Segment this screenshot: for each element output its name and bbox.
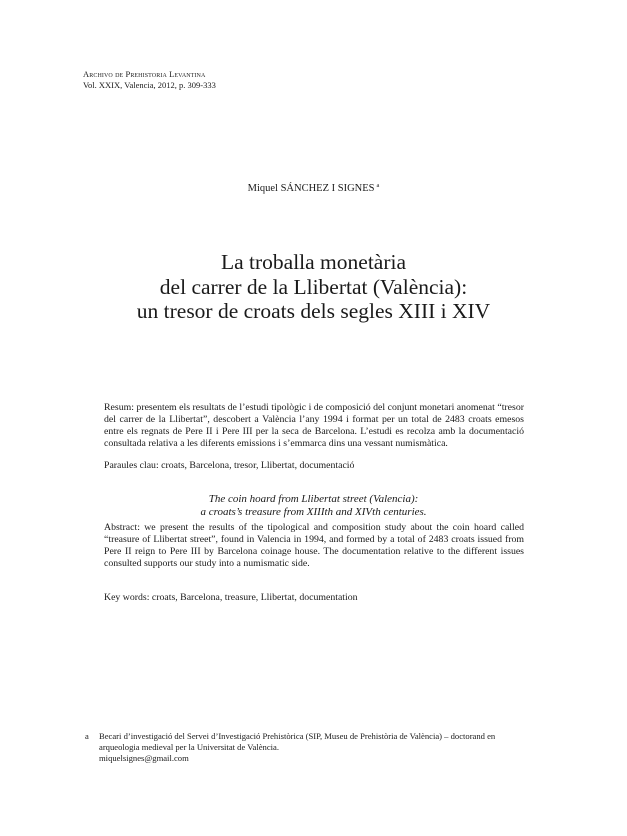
footnote (85, 731, 530, 764)
article-title (0, 250, 627, 324)
author-name: Miquel SÁNCHEZ I SIGNES (247, 183, 375, 194)
english-title-line-2: a croats’s treasure from XIIIth and XIVth centuries. (200, 506, 427, 518)
journal-name: Archivo de Prehistoria Levantina (83, 69, 206, 79)
volume-line: Vol. XXIX, Valencia, 2012, p. 309-333 (83, 80, 216, 90)
title-line-2: del carrer de la Llibertat (València): (159, 274, 468, 299)
author-note-mark: a (376, 182, 380, 189)
paraules-clau: Paraules clau: croats, Barcelona, tresor, Llibertat, documentació (104, 460, 355, 471)
author-line (0, 182, 627, 194)
english-title-line-1: The coin hoard from Llibertat street (Valencia): (208, 493, 419, 505)
title-line-1: La troballa monetària (220, 250, 407, 274)
key-words: Key words: croats, Barcelona, treasure, Llibertat, documentation (104, 592, 358, 603)
journal-header (83, 69, 216, 91)
footnote-mark: a (85, 731, 89, 741)
footnote-email: miquelsignes@gmail.com (99, 753, 189, 763)
footnote-text: Becari d’investigació del Servei d’Investigació Prehistòrica (SIP, Museu de Prehistòria de València) – doctorand en arqueologia medieval per la Universitat de València. (99, 731, 496, 752)
resum-paragraph: Resum: presentem els resultats de l’estudi tipològic i de composició del conjunt monetari anomenat “tresor del carrer de la Llibertat”, descobert a València l’any 1994 i format per un total de 2483 croats emesos entre els regnats de Pere II i Pere III per la seca de Barcelona. L’estudi es recolza amb la documentació consultada relativa a les diferents emissions i s’emmarca dins una vessant numismàtica. (104, 402, 524, 449)
abstract-paragraph: Abstract: we present the results of the tipological and composition study about the coin hoard called “treasure of Llibertat street”, found in Valencia in 1994, and formed by a total of 2483 croats issued from Pere II reign to Pere III by Barcelona coinage house. The documentation relative to the different issues consulted supports our study into a numismatic side. (104, 522, 524, 569)
title-line-3: un tresor de croats dels segles XIII i XIV (136, 299, 491, 323)
english-title (0, 493, 627, 519)
